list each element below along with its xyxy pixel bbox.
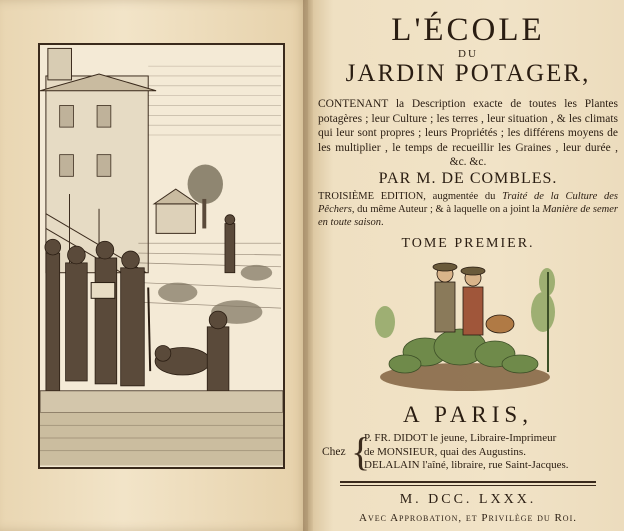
edition-lead: TROISIÈME EDITION, augmentée du [318, 191, 503, 202]
edition-tail: , du même Auteur ; & à laquelle on a joint la [351, 204, 543, 215]
royal-approval: Avec Approbation, et Privilège du Roi. [359, 512, 577, 524]
printer-line-3: DELALAIN l'aîné, libraire, rue Saint-Jacques. [364, 459, 569, 471]
title-main: L'ÉCOLE [391, 12, 545, 48]
book-gutter [303, 0, 313, 531]
brace-glyph: { [351, 429, 371, 474]
title-subtitle: JARDIN POTAGER, [345, 60, 591, 87]
printer-line-2: de MONSIEUR, quai des Augustins. [364, 445, 526, 458]
edition-note [318, 190, 618, 229]
author-line: PAR M. DE COMBLES. [378, 170, 558, 187]
double-rule-bottom [340, 485, 596, 486]
edition-method: Manière de semer en toute saison [318, 204, 619, 228]
description-text: CONTENANT la Description exacte de toutes les Plantes potagères ; leur Culture ; les terres , leur situation , & les climats qui leur sont propres ; leurs Propriétés ; les différens moyens de les multiplier , le temps de recueillir les Graines , leur durée , &c. &c. [318, 98, 618, 168]
publication-date: M. DCC. LXXX. [399, 492, 537, 507]
frontispiece-illustration [40, 45, 283, 467]
printer-line-1: P. FR. DIDOT le jeune, Libraire-Imprimeur [364, 432, 557, 444]
chez-label: Chez [322, 446, 346, 458]
title-block [318, 12, 618, 88]
city-line: A PARIS, [403, 402, 533, 427]
double-rule-top [340, 481, 596, 483]
vignette-illustration [365, 252, 565, 394]
edition-end: . [381, 217, 384, 228]
title-connector: DU [458, 48, 478, 60]
tome-label: TOME PREMIER. [401, 236, 535, 251]
edition-treatise: Traité de la Culture des Pêchers [318, 191, 618, 215]
frontispiece-engraving [38, 43, 285, 469]
